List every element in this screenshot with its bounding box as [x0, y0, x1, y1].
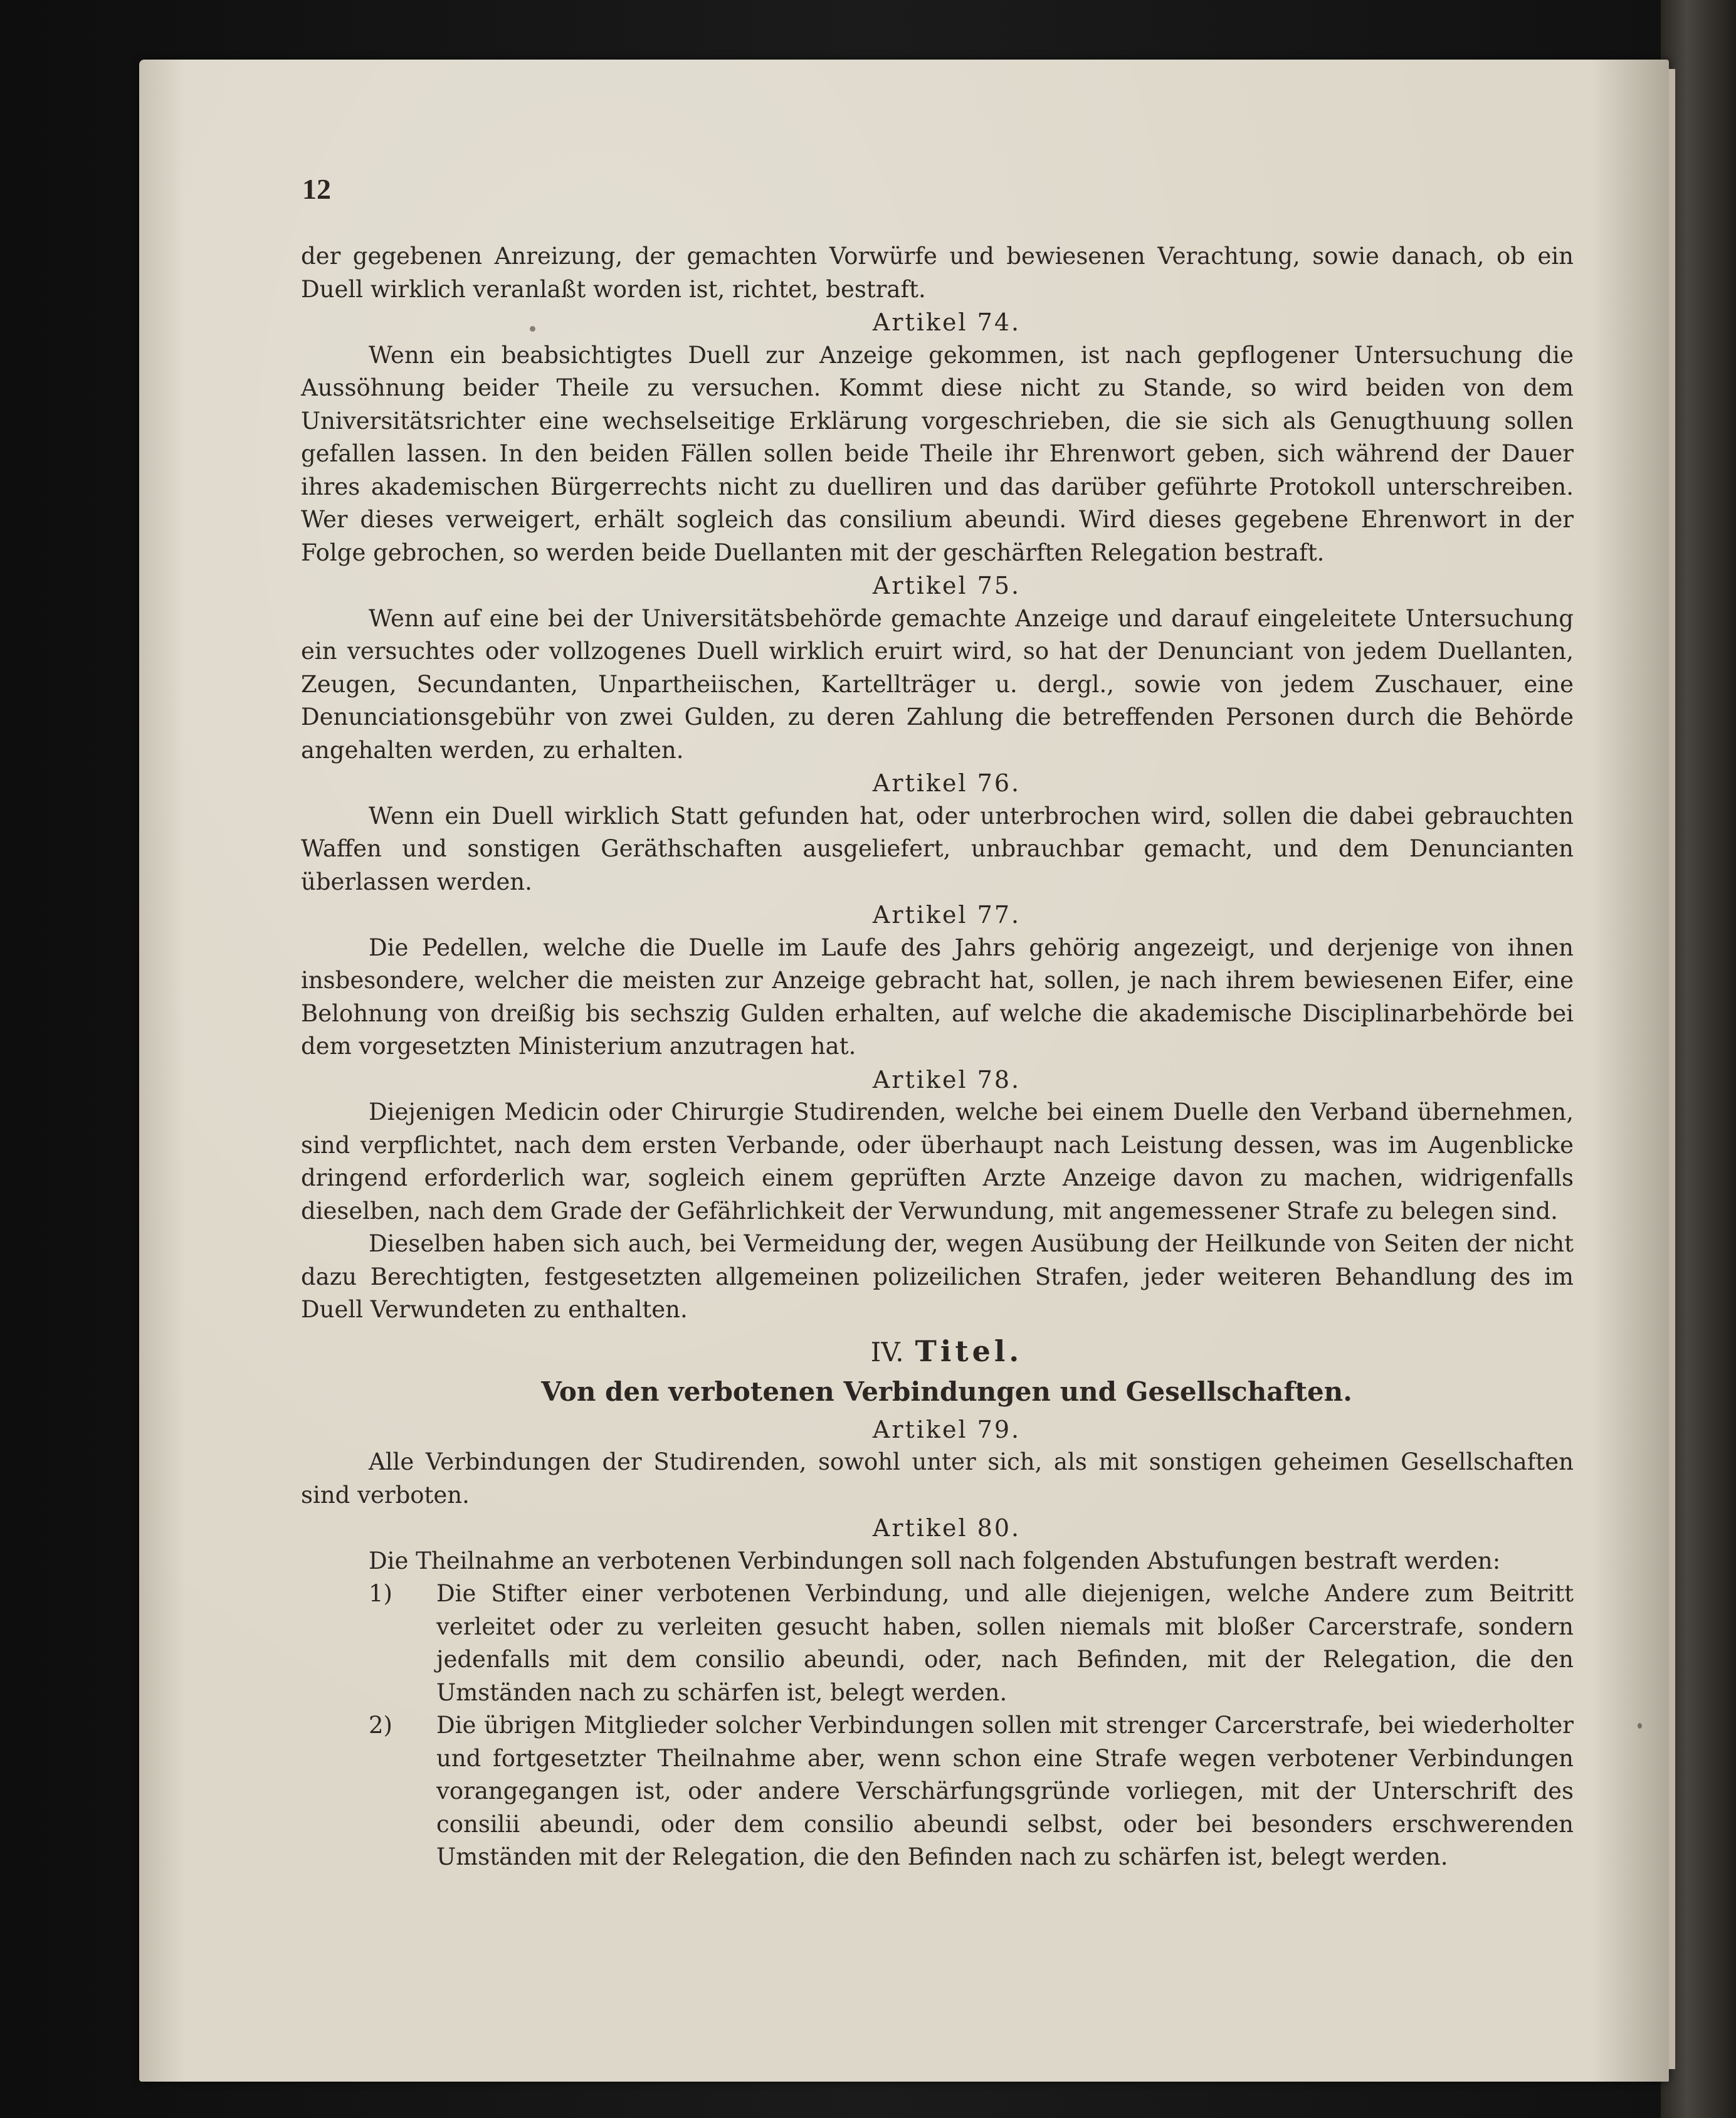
list-item-text: Die übrigen Mitglieder solcher Verbindungen sollen mit strenger Carcerstrafe, bei wiederholter und fortgesetzter Theilnahme aber, wenn schon eine Strafe wegen verbotener Verbindungen vorangegangen ist, oder andere Verschärfungsgründe vorliegen, mit der Unterschrift des consilii abeundi, oder dem consilio abeundi selbst, oder bei besonders erschwerenden Umständen mit der Relegation, die den Befinden nach zu schärfen ist, belegt werden. [436, 1712, 1574, 1870]
page-body [301, 240, 1574, 1874]
paragraph: Dieselben haben sich auch, bei Vermeidung der, wegen Ausübung der Heilkunde von Seiten der nicht dazu Berechtigten, festgesetzten allgemeinen polizeilichen Strafen, jeder weiteren Behandlung des im Duell Verwundeten zu enthalten. [301, 1230, 1574, 1323]
list-item [301, 1578, 1574, 1709]
list-item-number: 1) [369, 1580, 392, 1607]
list-item-number: 2) [369, 1712, 392, 1739]
ink-speck [530, 326, 535, 332]
ink-speck [1638, 1723, 1642, 1729]
article-heading: Artikel 80. [872, 1514, 1021, 1542]
page-number: 12 [302, 173, 331, 205]
article-heading: Artikel 78. [872, 1065, 1021, 1093]
paragraph: Wenn auf eine bei der Universitätsbehörde gemachte Anzeige und darauf eingeleitete Untersuchung ein versuchtes oder vollzogenes Duell wirklich eruirt wird, so hat der Denunciant von jedem Duellanten, Zeugen, Secundanten, Unpartheiischen, Kartellträger u. dergl., sowie von jedem Zuschauer, eine Denunciationsgebühr von zwei Gulden, zu deren Zahlung die betreffenden Personen durch die Behörde angehalten werden, zu erhalten. [301, 604, 1574, 764]
section-title [301, 1332, 1574, 1372]
paragraph: Wenn ein Duell wirklich Statt gefunden hat, oder unterbrochen wird, sollen die dabei gebrauchten Waffen und sonstigen Geräthschaften ausgeliefert, unbrauchbar gemacht, und dem Denuncianten überlassen werden. [301, 802, 1574, 895]
article-heading: Artikel 74. [872, 308, 1021, 336]
section-title-text: Titel. [915, 1334, 1023, 1368]
section-subtitle: Von den verbotenen Verbindungen und Gesellschaften. [541, 1376, 1352, 1407]
article-heading: Artikel 79. [872, 1415, 1021, 1443]
article-heading: Artikel 77. [872, 901, 1021, 929]
article-heading: Artikel 76. [872, 769, 1021, 797]
section-roman-numeral: IV. [870, 1336, 904, 1367]
list-item [301, 1709, 1574, 1874]
paragraph: der gegebenen Anreizung, der gemachten Vorwürfe und bewiesenen Verachtung, sowie danach, ob ein Duell wirklich veranlaßt worden ist, richtet, bestraft. [301, 243, 1574, 303]
page-edge [1669, 69, 1675, 2069]
paragraph: Wenn ein beabsichtigtes Duell zur Anzeige gekommen, ist nach gepflogener Untersuchung die Aussöhnung beider Theile zu versuchen. Kommt diese nicht zu Stande, so wird beiden von dem Universitätsrichter eine wechselseitige Erklärung vorgeschrieben, die sie sich als Genugthuung sollen gefallen lassen. In den beiden Fällen sollen beide Theile ihr Ehrenwort geben, sich während der Dauer ihres akademischen Bürgerrechts nicht zu duelliren und das darüber geführte Protokoll unterschreiben. Wer dieses verweigert, erhält sogleich das consilium abeundi. Wird dieses gegebene Ehrenwort in der Folge gebrochen, so werden beide Duellanten mit der geschärften Relegation bestraft. [301, 341, 1574, 566]
paragraph: Die Theilnahme an verbotenen Verbindungen soll nach folgenden Abstufungen bestraft werden: [369, 1547, 1501, 1574]
paragraph: Alle Verbindungen der Studirenden, sowohl unter sich, als mit sonstigen geheimen Gesellschaften sind verboten. [301, 1448, 1574, 1509]
list-item-text: Die Stifter einer verbotenen Verbindung, und alle diejenigen, welche Andere zum Beitritt verleitet oder zu verleiten gesucht haben, sollen niemals mit bloßer Carcerstrafe, sondern jedenfalls mit dem consilio abeundi, oder, nach Befinden, mit der Relegation, die den Umständen nach zu schärfen ist, belegt werden. [436, 1580, 1574, 1706]
paragraph: Diejenigen Medicin oder Chirurgie Studirenden, welche bei einem Duelle den Verband übernehmen, sind verpflichtet, nach dem ersten Verbande, oder überhaupt nach Leistung dessen, was im Augenblicke dringend erforderlich war, sogleich einem geprüften Arzte Anzeige davon zu machen, widrigenfalls dieselben, nach dem Grade der Gefährlichkeit der Verwundung, mit angemessener Strafe zu belegen sind. [301, 1099, 1574, 1225]
article-heading: Artikel 75. [872, 572, 1021, 599]
paragraph: Die Pedellen, welche die Duelle im Laufe des Jahrs gehörig angezeigt, und derjenige von ihnen insbesondere, welcher die meisten zur Anzeige gebracht hat, sollen, je nach ihrem bewiesenen Eifer, eine Belohnung von dreißig bis sechszig Gulden erhalten, auf welche die akademische Disciplinarbehörde bei dem vorgesetzten Ministerium anzutragen hat. [301, 934, 1574, 1060]
